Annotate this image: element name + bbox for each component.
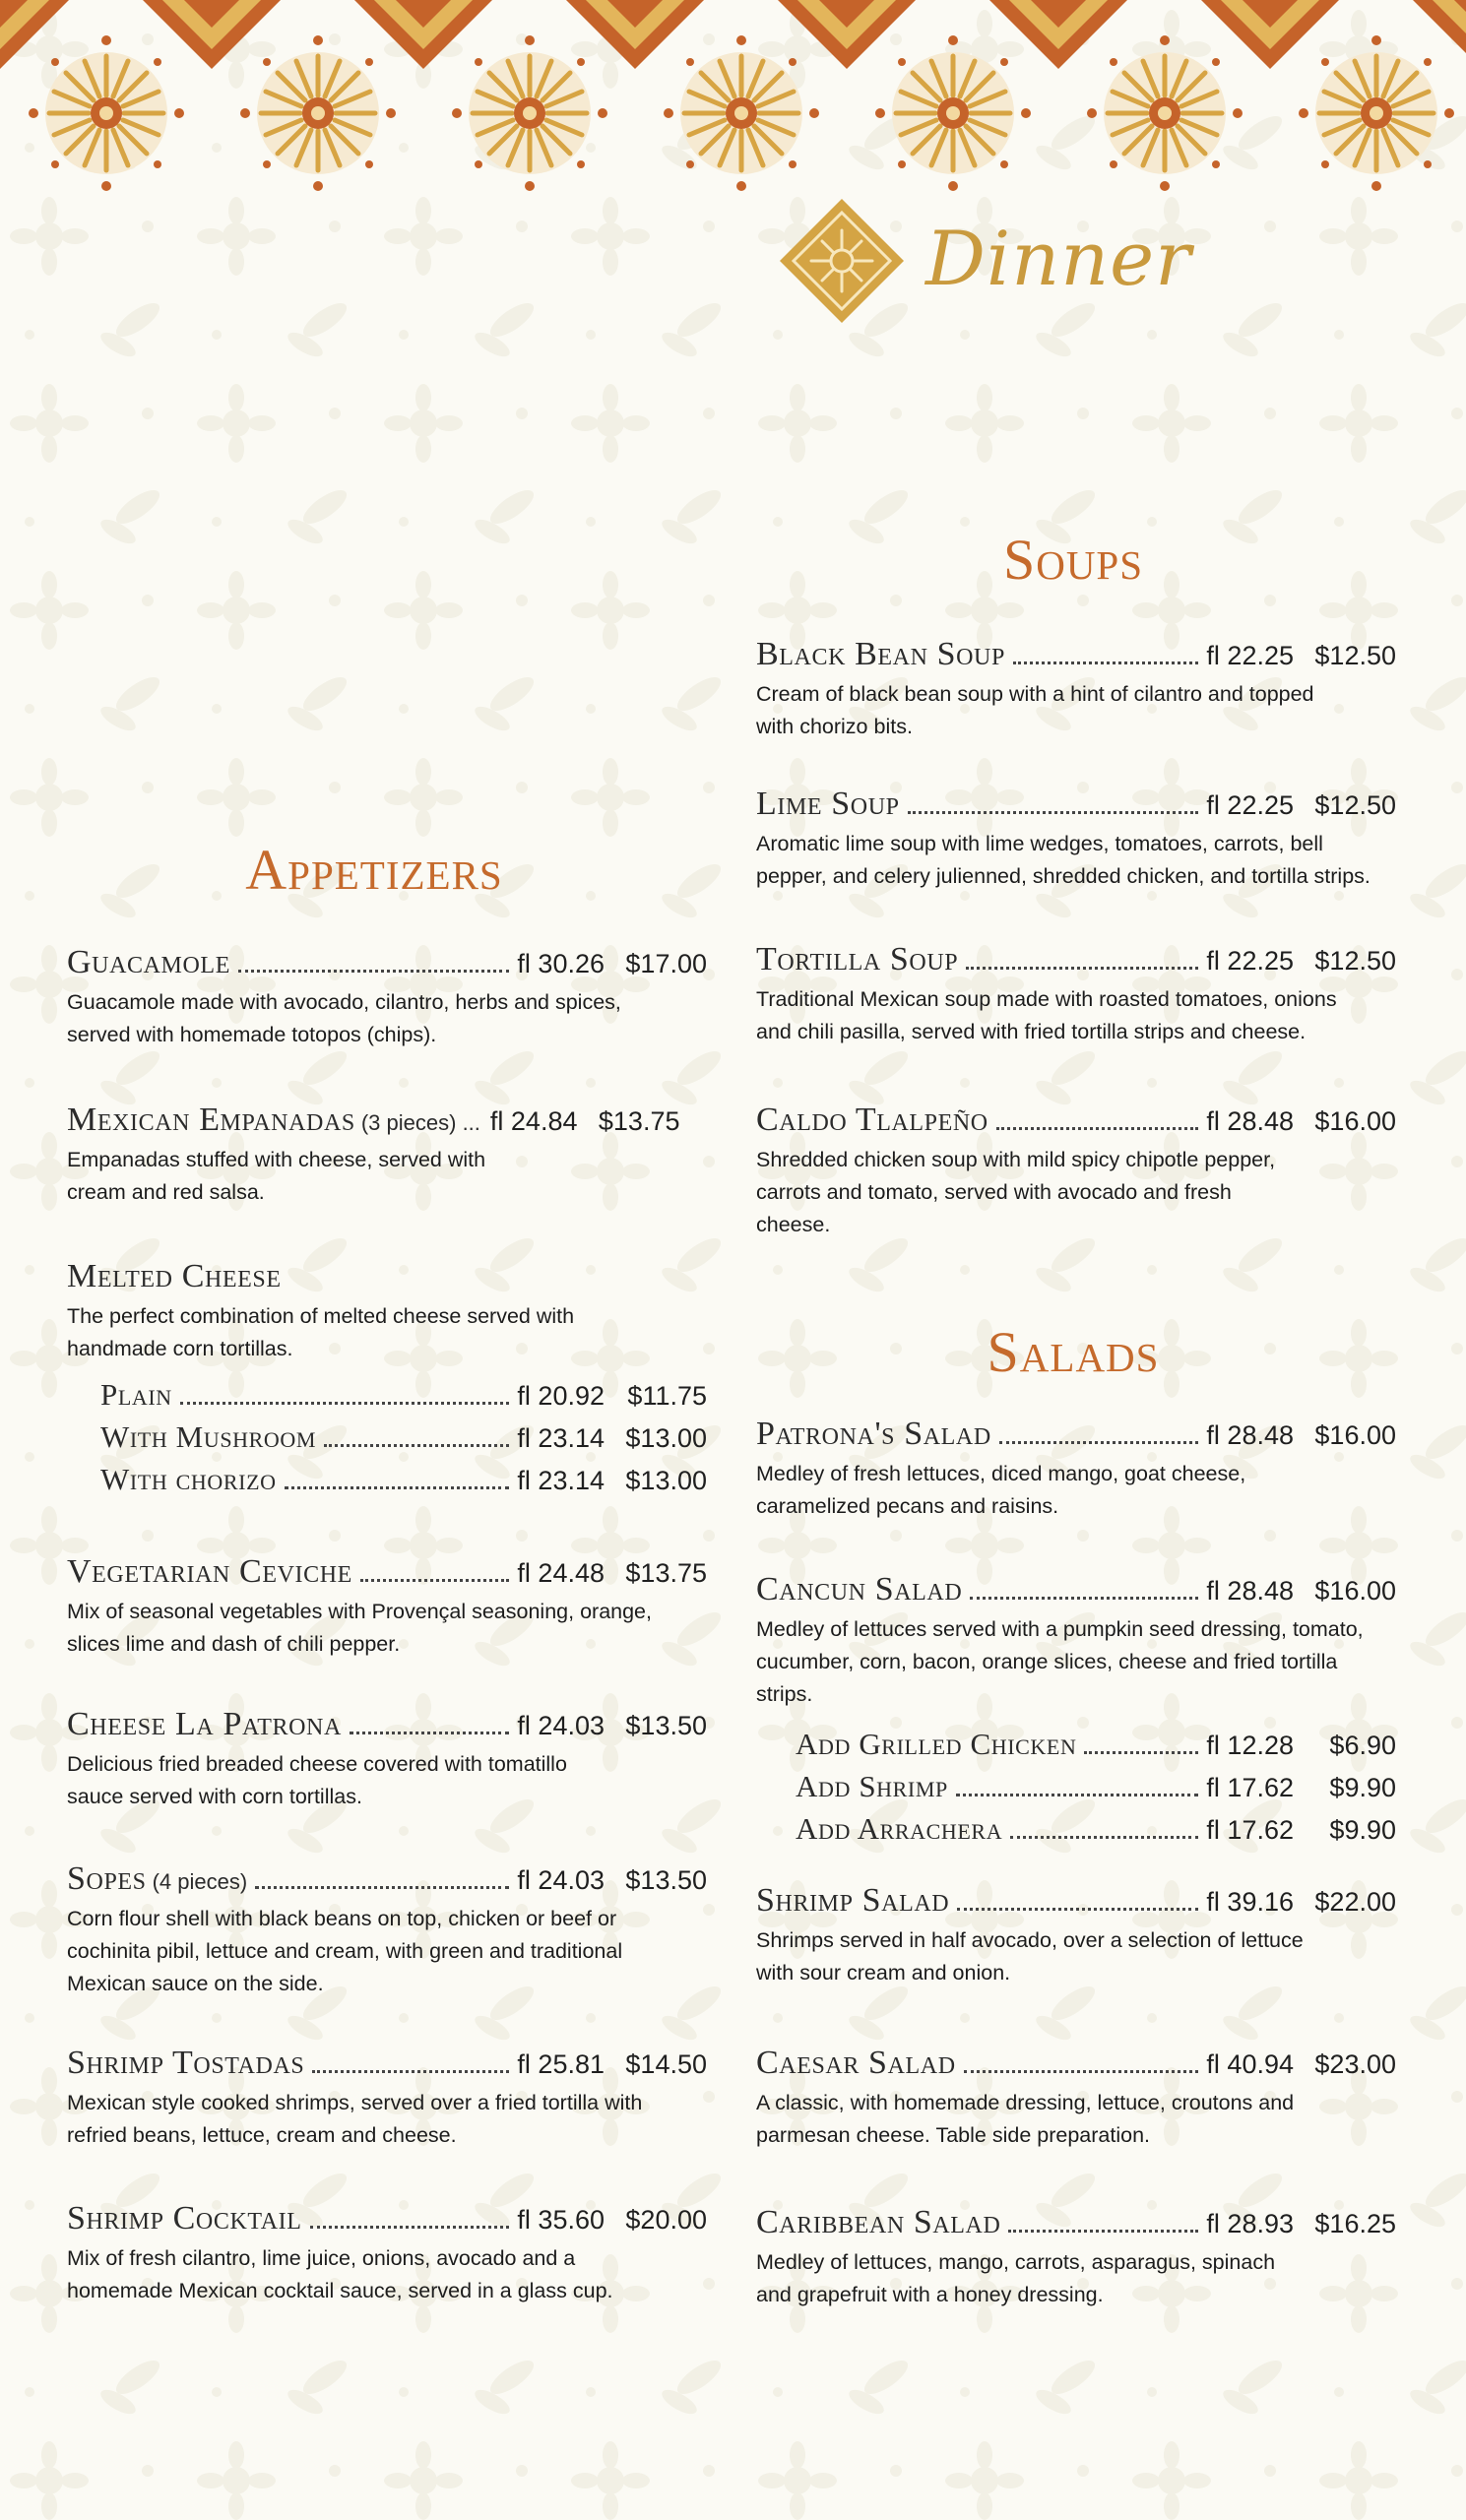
item-name: Cheese La Patrona (67, 1706, 342, 1742)
price-florin: fl 12.28 (1206, 1731, 1294, 1760)
price-florin: fl 28.93 (1206, 2209, 1294, 2238)
soups-heading: Soups (1002, 528, 1144, 592)
price-usd: $23.00 (1314, 2049, 1396, 2079)
price-usd: $17.00 (625, 949, 707, 978)
menu-item-caribbean-salad (756, 2203, 1396, 2311)
addon-name: Add Shrimp (796, 1769, 948, 1803)
addon-grilled-chicken (796, 1723, 1396, 1765)
price-usd: $13.50 (625, 1865, 707, 1895)
item-description: Medley of fresh lettuces, diced mango, goat cheese, caramelized pecans and raisins. (756, 1462, 1246, 1518)
addon-list (796, 1723, 1396, 1850)
item-name: Caesar Salad (756, 2045, 956, 2081)
item-description: Medley of lettuces served with a pumpkin seed dressing, tomato, cucumber, corn, bacon, orange slices, cheese and fried tortilla strips. (756, 1617, 1364, 1706)
dot-leader (350, 1732, 510, 1734)
option-name: With chorizo (100, 1462, 277, 1496)
dot-leader (1013, 662, 1198, 664)
menu-item-shrimp-cocktail (67, 2199, 707, 2307)
price-usd: $16.00 (1314, 1576, 1396, 1606)
price-florin: fl 28.48 (1206, 1576, 1294, 1606)
menu-item-caesar-salad (756, 2044, 1396, 2203)
menu-item-patronas-salad (756, 1415, 1396, 1570)
price-usd: $9.90 (1329, 1773, 1396, 1802)
dot-leader (1010, 1836, 1198, 1839)
appetizers-section (67, 943, 707, 2307)
addon-arrachera (796, 1807, 1396, 1850)
price-florin: fl 23.14 (517, 1466, 605, 1495)
price-usd: $16.25 (1314, 2209, 1396, 2238)
salads-section (756, 1415, 1396, 2311)
item-name: Shrimp Cocktail (67, 2200, 302, 2236)
dot-leader (964, 2070, 1199, 2073)
menu-item-cancun-salad (756, 1570, 1396, 1881)
price-florin: fl 39.16 (1206, 1887, 1294, 1917)
item-description: A classic, with homemade dressing, lettuce, croutons and parmesan cheese. Table side preparation. (756, 2091, 1295, 2147)
dot-leader (999, 1441, 1199, 1444)
menu-item-tortilla-soup (756, 940, 1396, 1101)
menu-item-caldo-tlalpeno (756, 1101, 1396, 1241)
item-description: Mexican style cooked shrimps, served over a fried tortilla with refried beans, lettuce, cream and cheese. (67, 2091, 643, 2147)
dot-leader (360, 1579, 510, 1582)
price-usd: $13.75 (598, 1106, 680, 1136)
price-florin: fl 35.60 (517, 2205, 605, 2235)
ornament-diamond-icon (778, 197, 906, 325)
item-name: Vegetarian Ceviche (67, 1553, 352, 1590)
menu-item-vegetarian-ceviche (67, 1552, 707, 1705)
price-florin: fl 24.84 (489, 1106, 578, 1136)
addon-shrimp (796, 1765, 1396, 1807)
item-name: Black Bean Soup (756, 636, 1005, 672)
item-description: Shrimps served in half avocado, over a selection of lettuce with sour cream and onion. (756, 1928, 1304, 1984)
price-usd: $11.75 (627, 1381, 707, 1411)
item-note: (3 pieces) ... (360, 1110, 480, 1135)
price-florin: fl 22.25 (1206, 790, 1294, 820)
price-usd: $13.00 (625, 1423, 707, 1453)
price-florin: fl 24.03 (517, 1711, 605, 1740)
price-florin: fl 22.25 (1206, 946, 1294, 976)
item-name: Patrona's Salad (756, 1416, 991, 1452)
item-description: Cream of black bean soup with a hint of cilantro and topped with chorizo bits. (756, 682, 1314, 738)
item-description: Shredded chicken soup with mild spicy chipotle pepper, carrots and tomato, served with avocado and fresh cheese. (756, 1148, 1276, 1236)
price-usd: $22.00 (1314, 1887, 1396, 1917)
menu-item-black-bean-soup (756, 635, 1396, 785)
item-name: Caldo Tlalpeño (756, 1102, 988, 1138)
item-description: Mix of seasonal vegetables with Provençal seasoning, orange, slices lime and dash of chili pepper. (67, 1600, 652, 1656)
price-usd: $13.50 (625, 1711, 707, 1740)
price-usd: $13.00 (625, 1466, 707, 1495)
menu-item-shrimp-tostadas (67, 2044, 707, 2199)
item-description: Delicious fried breaded cheese covered with tomatillo sauce served with corn tortillas. (67, 1752, 567, 1808)
dot-leader (957, 1908, 1198, 1911)
item-description: Guacamole made with avocado, cilantro, herbs and spices, served with homemade totopos (chips). (67, 990, 621, 1046)
price-florin: fl 24.48 (517, 1558, 605, 1588)
dot-leader (285, 1486, 510, 1489)
item-name: Cancun Salad (756, 1571, 963, 1607)
dot-leader (310, 2226, 510, 2229)
menu-item-guacamole (67, 943, 707, 1101)
dot-leader (966, 967, 1198, 970)
page-title: Dinner (925, 215, 1192, 302)
menu-item-sopes (67, 1859, 707, 2044)
dot-leader (312, 2070, 509, 2073)
item-description: The perfect combination of melted cheese served with handmade corn tortillas. (67, 1304, 575, 1360)
price-usd: $12.50 (1314, 641, 1396, 670)
addon-name: Add Grilled Chicken (796, 1727, 1077, 1761)
dot-leader (908, 811, 1199, 814)
dot-leader (996, 1127, 1199, 1130)
price-usd: $12.50 (1314, 790, 1396, 820)
item-name: Melted Cheese (67, 1258, 282, 1294)
dot-leader (180, 1402, 510, 1405)
item-name: Caribbean Salad (756, 2204, 1001, 2240)
price-florin: fl 17.62 (1206, 1773, 1294, 1802)
price-florin: fl 23.14 (517, 1423, 605, 1453)
dot-leader (1008, 2230, 1198, 2233)
option-list (100, 1373, 707, 1500)
price-florin: fl 20.92 (517, 1381, 605, 1411)
soups-section (756, 635, 1396, 1241)
option-plain (100, 1373, 707, 1416)
addon-name: Add Arrachera (796, 1811, 1003, 1846)
item-name: Sopes (67, 1860, 147, 1897)
price-florin: fl 25.81 (517, 2049, 605, 2079)
price-florin: fl 28.48 (1206, 1420, 1294, 1450)
price-usd: $13.75 (625, 1558, 707, 1588)
item-description: Aromatic lime soup with lime wedges, tomatoes, carrots, bell pepper, and celery julienned, shredded chicken, and tortilla strips. (756, 832, 1370, 888)
item-name: Guacamole (67, 944, 230, 980)
price-florin: fl 22.25 (1206, 641, 1294, 670)
price-florin: fl 17.62 (1206, 1815, 1294, 1845)
item-name: Lime Soup (756, 786, 900, 822)
item-name: Tortilla Soup (756, 941, 959, 977)
item-description: Medley of lettuces, mango, carrots, asparagus, spinach and grapefruit with a honey dressing. (756, 2250, 1276, 2306)
price-usd: $6.90 (1329, 1731, 1396, 1760)
item-name: Mexican Empanadas (67, 1102, 355, 1138)
option-with-mushroom (100, 1416, 707, 1458)
price-florin: fl 24.03 (517, 1865, 605, 1895)
option-with-chorizo (100, 1458, 707, 1500)
price-usd: $20.00 (625, 2205, 707, 2235)
dot-leader (255, 1886, 509, 1889)
menu-item-melted-cheese (67, 1257, 707, 1552)
item-note: (4 pieces) (152, 1869, 248, 1894)
dot-leader (1084, 1751, 1198, 1754)
item-name: Shrimp Salad (756, 1882, 950, 1919)
price-usd: $12.50 (1314, 946, 1396, 976)
menu-item-lime-soup (756, 785, 1396, 940)
item-description: Mix of fresh cilantro, lime juice, onions, avocado and a homemade Mexican cocktail sauce, served in a glass cup. (67, 2246, 613, 2302)
dot-leader (324, 1444, 509, 1447)
item-description: Corn flour shell with black beans on top, chicken or beef or cochinita pibil, lettuce and cream, with green and traditional Mexican sauce on the side. (67, 1907, 623, 1995)
price-florin: fl 30.26 (517, 949, 605, 978)
item-description: Traditional Mexican soup made with roasted tomatoes, onions and chili pasilla, served with fried tortilla strips and cheese. (756, 987, 1337, 1043)
price-usd: $16.00 (1314, 1106, 1396, 1136)
dot-leader (956, 1794, 1199, 1796)
dot-leader (970, 1597, 1198, 1600)
item-description: Empanadas stuffed with cheese, served with cream and red salsa. (67, 1148, 486, 1204)
price-florin: fl 28.48 (1206, 1106, 1294, 1136)
talavera-top-border (0, 0, 1466, 207)
dot-leader (238, 970, 509, 973)
dinner-header (778, 197, 1191, 325)
menu-item-mexican-empanadas (67, 1101, 707, 1257)
price-usd: $14.50 (625, 2049, 707, 2079)
appetizers-heading: Appetizers (245, 838, 503, 902)
menu-item-shrimp-salad (756, 1881, 1396, 2044)
price-usd: $16.00 (1314, 1420, 1396, 1450)
menu-item-cheese-la-patrona (67, 1705, 707, 1859)
price-usd: $9.90 (1329, 1815, 1396, 1845)
item-name: Shrimp Tostadas (67, 2045, 305, 2081)
option-name: Plain (100, 1377, 172, 1412)
option-name: With Mushroom (100, 1419, 317, 1454)
salads-heading: Salads (987, 1320, 1160, 1384)
price-florin: fl 40.94 (1206, 2049, 1294, 2079)
